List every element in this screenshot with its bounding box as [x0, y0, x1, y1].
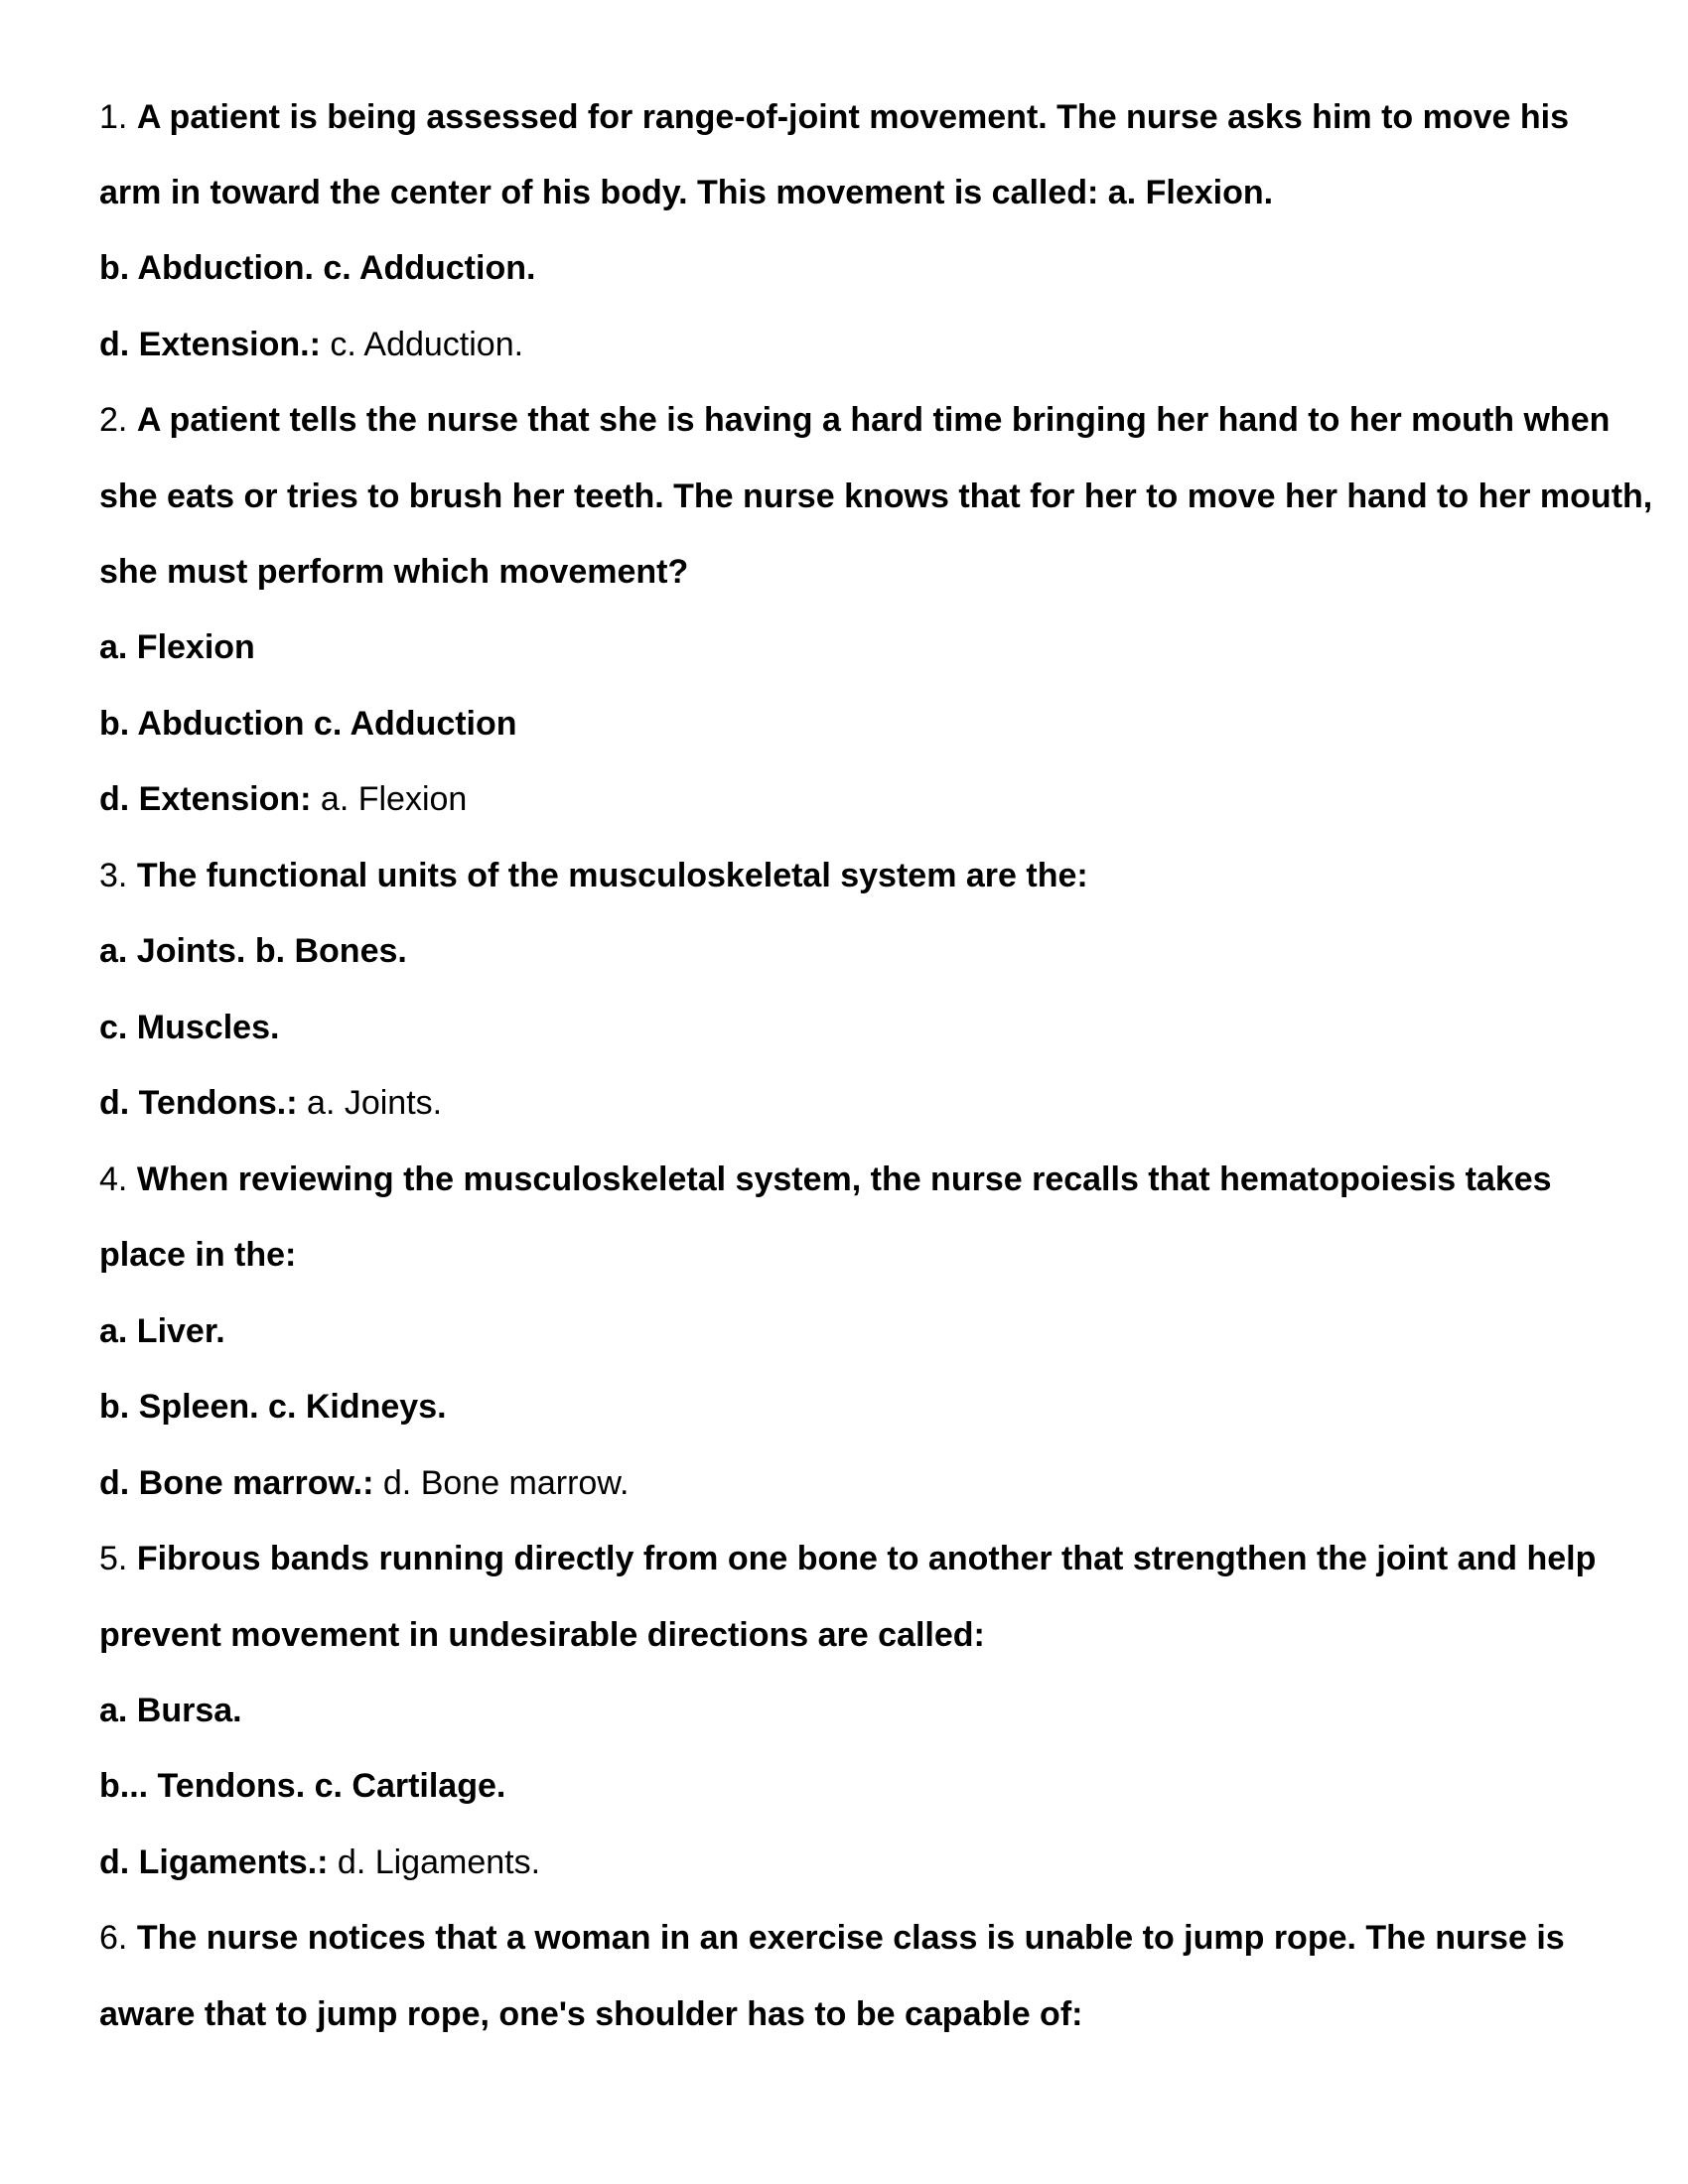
q1-answer-line: [99, 325, 523, 364]
q6-stem-line-2: [99, 1994, 1082, 2034]
option-text: c. Muscles.: [99, 1009, 280, 1046]
option-text: b. Abduction. c. Adduction.: [99, 249, 536, 287]
question-text: The functional units of the musculoskeletal system are the:: [136, 857, 1088, 894]
question-text: When reviewing the musculoskeletal system, the nurse recalls that hematopoiesis takes: [136, 1160, 1552, 1198]
q3-answer-line: [99, 1083, 442, 1123]
q4-stem-line-2: [99, 1235, 296, 1275]
question-text: Fibrous bands running directly from one bone to another that strengthen the joint and help: [136, 1540, 1597, 1577]
question-text: arm in toward the center of his body. This movement is called: a. Flexion.: [99, 174, 1274, 211]
q1-stem-line-1: [99, 97, 1569, 137]
option-text: d. Tendons.:: [99, 1084, 298, 1122]
q1-options-line: [99, 248, 535, 288]
option-text: d. Ligaments.:: [99, 1843, 329, 1881]
q2-options-line: [99, 704, 517, 744]
answer-text: d. Ligaments.: [337, 1843, 541, 1881]
option-text: a. Flexion: [99, 628, 255, 666]
question-text: she eats or tries to brush her teeth. The nurse knows that for her to move her hand to her mouth,: [99, 478, 1653, 515]
question-number: 4.: [99, 1160, 128, 1198]
q5-options-line: [99, 1766, 505, 1806]
q3-options-line-2: [99, 1008, 279, 1047]
answer-text: c. Adduction.: [330, 326, 524, 363]
option-text: b. Spleen. c. Kidneys.: [99, 1388, 447, 1426]
q3-options-line-1: [99, 931, 407, 971]
q2-option-a: [99, 627, 255, 667]
q2-stem-line-2: [99, 477, 1652, 516]
question-text: prevent movement in undesirable directions are called:: [99, 1616, 985, 1654]
q5-answer-line: [99, 1843, 540, 1882]
question-text: aware that to jump rope, one's shoulder has to be capable of:: [99, 1995, 1083, 2033]
option-text: b... Tendons. c. Cartilage.: [99, 1767, 506, 1805]
q4-stem-line-1: [99, 1160, 1552, 1199]
option-text: a. Bursa.: [99, 1692, 242, 1729]
option-text: d. Extension.:: [99, 326, 321, 363]
q2-answer-line: [99, 779, 467, 819]
question-text: place in the:: [99, 1236, 297, 1274]
question-number: 6.: [99, 1919, 128, 1957]
q3-stem-line-1: [99, 856, 1088, 895]
question-text: The nurse notices that a woman in an exercise class is unable to jump rope. The nurse is: [136, 1919, 1565, 1957]
q5-stem-line-1: [99, 1539, 1596, 1578]
option-text: b. Abduction c. Adduction: [99, 705, 517, 743]
q2-stem-line-3: [99, 552, 688, 592]
option-text: d. Extension:: [99, 780, 312, 818]
q6-stem-line-1: [99, 1918, 1565, 1958]
answer-text: a. Flexion: [320, 780, 468, 818]
question-text: A patient is being assessed for range-of-joint movement. The nurse asks him to move his: [136, 98, 1569, 136]
option-text: a. Joints. b. Bones.: [99, 932, 407, 970]
q5-stem-line-2: [99, 1615, 985, 1655]
question-text: A patient tells the nurse that she is having a hard time bringing her hand to her mouth when: [136, 401, 1611, 439]
option-text: a. Liver.: [99, 1312, 225, 1350]
question-number: 3.: [99, 857, 128, 894]
answer-text: a. Joints.: [307, 1084, 443, 1122]
question-number: 5.: [99, 1540, 128, 1577]
q2-stem-line-1: [99, 400, 1610, 440]
q1-stem-line-2: [99, 173, 1273, 212]
question-number: 2.: [99, 401, 128, 439]
q4-option-a: [99, 1311, 225, 1351]
q4-options-line: [99, 1387, 447, 1427]
question-number: 1.: [99, 98, 128, 136]
question-text: she must perform which movement?: [99, 553, 689, 591]
q5-option-a: [99, 1691, 242, 1730]
option-text: d. Bone marrow.:: [99, 1464, 374, 1502]
answer-text: d. Bone marrow.: [382, 1464, 630, 1502]
q4-answer-line: [99, 1463, 629, 1503]
